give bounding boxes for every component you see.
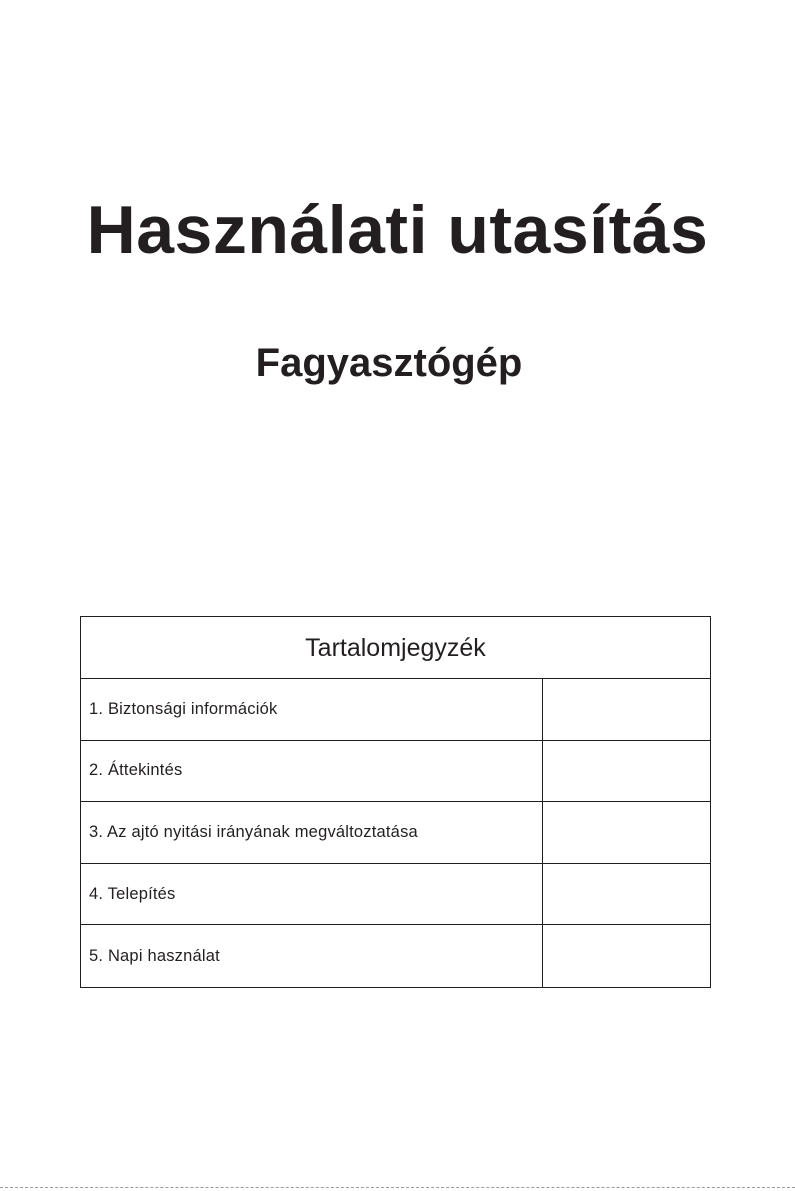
toc-item-label: 3. Az ajtó nyitási irányának megváltoztatása xyxy=(81,802,543,863)
document-subtitle: Fagyasztógép xyxy=(255,341,523,385)
toc-item-page xyxy=(543,864,710,925)
toc-row xyxy=(81,864,710,926)
toc-row xyxy=(81,925,710,987)
toc-row xyxy=(81,802,710,864)
toc-item-label: 1. Biztonsági információk xyxy=(81,679,543,740)
toc-item-label: 2. Áttekintés xyxy=(81,741,543,802)
toc-row xyxy=(81,679,710,741)
toc-heading: Tartalomjegyzék xyxy=(81,617,710,679)
toc-item-page xyxy=(543,741,710,802)
toc-item-page xyxy=(543,925,710,987)
table-of-contents xyxy=(80,616,711,988)
page-bottom-dashed-rule xyxy=(0,1187,795,1188)
toc-item-page xyxy=(543,802,710,863)
document-title: Használati utasítás xyxy=(86,192,709,268)
toc-item-label: 5. Napi használat xyxy=(81,925,543,987)
toc-item-page xyxy=(543,679,710,740)
toc-row xyxy=(81,741,710,803)
toc-item-label: 4. Telepítés xyxy=(81,864,543,925)
